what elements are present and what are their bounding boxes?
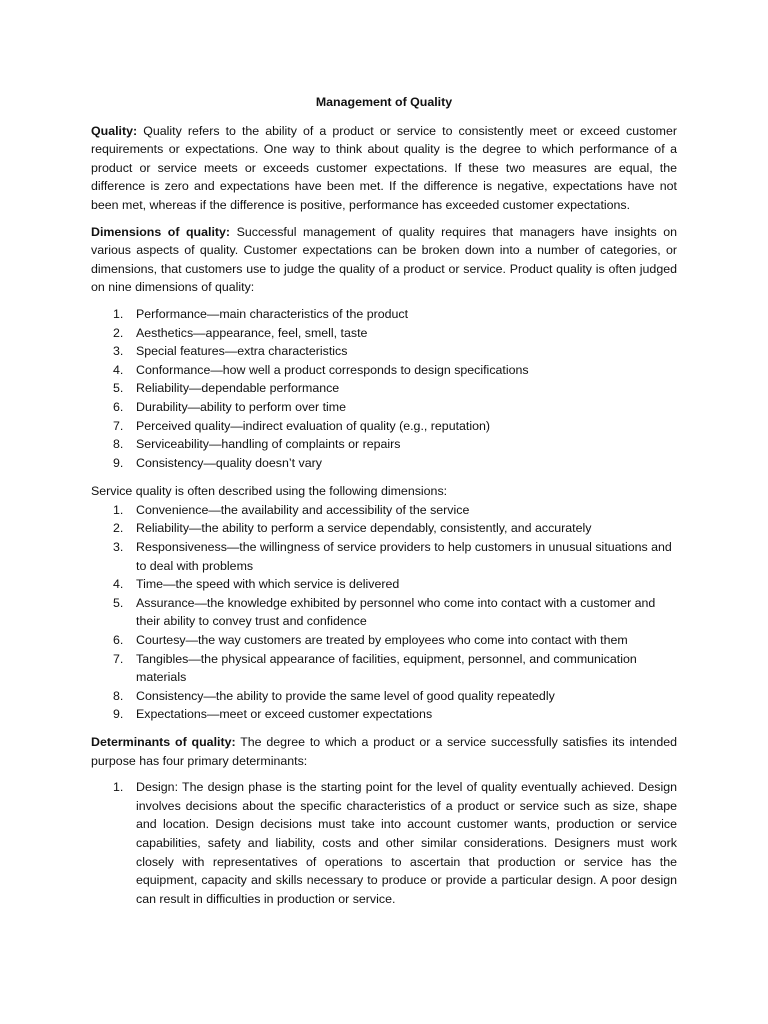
quality-paragraph xyxy=(91,122,677,215)
list-item xyxy=(91,379,677,398)
product-dimensions-list xyxy=(91,305,677,472)
list-number: 6. xyxy=(113,633,124,648)
list-item xyxy=(91,650,677,687)
list-text: Time—the speed with which service is delivered xyxy=(136,577,400,592)
list-item xyxy=(91,687,677,706)
list-number: 1. xyxy=(113,502,124,517)
list-text: Perceived quality—indirect evaluation of quality (e.g., reputation) xyxy=(136,418,491,433)
list-item xyxy=(91,778,677,908)
document-body xyxy=(91,93,677,918)
list-text: Special features—extra characteristics xyxy=(136,344,348,359)
list-number: 2. xyxy=(113,521,124,536)
list-item xyxy=(91,538,677,575)
list-item xyxy=(91,398,677,417)
list-text: Durability—ability to perform over time xyxy=(136,399,347,414)
list-item xyxy=(91,305,677,324)
list-item xyxy=(91,631,677,650)
service-dimensions-list xyxy=(91,501,677,724)
list-number: 5. xyxy=(113,595,124,610)
list-item xyxy=(91,324,677,343)
quality-heading: Quality: xyxy=(91,123,138,138)
determinants-paragraph xyxy=(91,733,677,770)
list-number: 7. xyxy=(113,651,124,666)
list-text: Convenience—the availability and accessibility of the service xyxy=(136,502,470,517)
list-text: Conformance—how well a product corresponds to design specifications xyxy=(136,362,529,377)
list-number: 9. xyxy=(113,707,124,722)
list-number: 6. xyxy=(113,399,124,414)
list-item xyxy=(91,417,677,436)
list-number: 5. xyxy=(113,381,124,396)
list-item xyxy=(91,501,677,520)
page-title: Management of Quality xyxy=(315,95,453,109)
list-number: 1. xyxy=(113,780,124,795)
list-item xyxy=(91,594,677,631)
list-item xyxy=(91,361,677,380)
list-text: Design: The design phase is the starting point for the level of quality eventually achieved. Design involves decisions about the specific characteristics of a product or service such as size, shape and location. Design decisions must take into account customer wants, production or service capabilities, safety and liability, costs and other similar considerations. Designers must work closely with representatives of operations to ascertain that production or service has the equipment, capacity and skills necessary to produce or provide a particular design. A poor design can result in difficulties in production or service. xyxy=(136,780,677,906)
list-text: Assurance—the knowledge exhibited by personnel who come into contact with a customer and their ability to convey trust and confidence xyxy=(136,595,656,629)
dimensions-text: Successful management of quality requires that managers have insights on various aspects of quality. Customer expectations can be broken down into a number of categories, or dimensions, that customers use to judge the quality of a product or service. Product quality is often judged on nine dimensions of quality: xyxy=(91,224,677,295)
list-text: Responsiveness—the willingness of service providers to help customers in unusual situations and to deal with problems xyxy=(136,540,672,573)
dimensions-heading: Dimensions of quality: xyxy=(91,224,231,239)
list-item xyxy=(91,575,677,594)
list-number: 3. xyxy=(113,540,124,555)
list-item xyxy=(91,454,677,473)
list-text: Reliability—the ability to perform a service dependably, consistently, and accurately xyxy=(136,521,592,536)
list-text: Consistency—the ability to provide the same level of good quality repeatedly xyxy=(136,688,555,703)
list-number: 2. xyxy=(113,325,124,340)
list-number: 1. xyxy=(113,306,124,321)
list-text: Reliability—dependable performance xyxy=(136,381,340,396)
list-text: Serviceability—handling of complaints or repairs xyxy=(136,437,401,452)
determinants-text: The degree to which a product or a service successfully satisfies its intended purpose has four primary determinants: xyxy=(91,735,677,768)
list-item xyxy=(91,342,677,361)
list-number: 7. xyxy=(113,418,124,433)
list-text: Tangibles—the physical appearance of facilities, equipment, personnel, and communication materials xyxy=(136,651,637,685)
list-text: Aesthetics—appearance, feel, smell, taste xyxy=(136,325,368,340)
list-text: Courtesy—the way customers are treated by employees who come into contact with them xyxy=(136,633,628,648)
list-number: 8. xyxy=(113,437,124,452)
dimensions-paragraph xyxy=(91,223,677,297)
list-item xyxy=(91,705,677,724)
list-number: 4. xyxy=(113,577,124,592)
list-text: Consistency—quality doesn’t vary xyxy=(136,455,322,470)
determinants-heading: Determinants of quality: xyxy=(91,735,236,749)
list-number: 4. xyxy=(113,362,124,377)
determinants-list xyxy=(91,778,677,908)
quality-text: Quality refers to the ability of a product or service to consistently meet or exceed customer requirements or expectations. One way to think about quality is the degree to which performance of a product or service meets or exceeds customer expectations. If these two measures are equal, the difference is zero and expectations have been met. If the difference is negative, expectations have not been met, whereas if the difference is positive, performance has exceeded customer expectations. xyxy=(91,123,677,212)
list-text: Performance—main characteristics of the product xyxy=(136,306,409,321)
list-item xyxy=(91,435,677,454)
service-intro: Service quality is often described using the following dimensions: xyxy=(91,484,448,499)
list-number: 9. xyxy=(113,455,124,470)
list-number: 8. xyxy=(113,688,124,703)
list-text: Expectations—meet or exceed customer expectations xyxy=(136,707,433,722)
list-item xyxy=(91,519,677,538)
list-number: 3. xyxy=(113,344,124,359)
